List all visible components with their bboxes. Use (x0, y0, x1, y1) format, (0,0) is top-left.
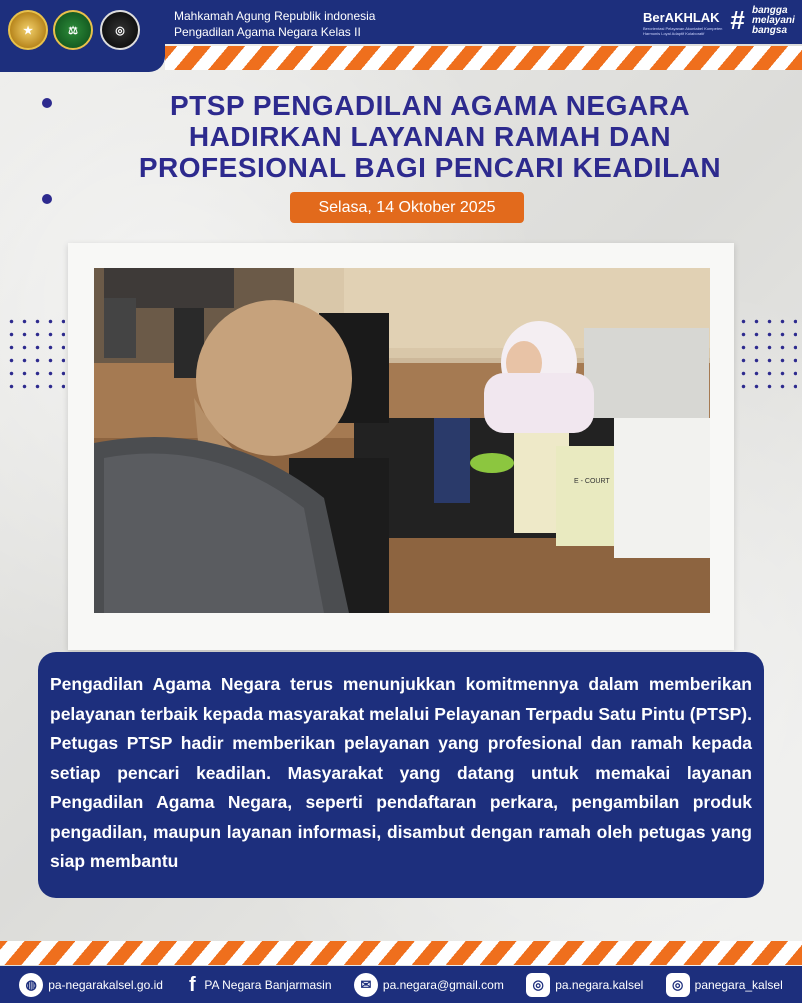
headline-line1: PTSP PENGADILAN AGAMA NEGARA (169, 90, 691, 121)
mahkamah-agung-logo-icon: ★ (8, 10, 48, 50)
berakhlak-subtitle: Berorientasi Pelayanan Akuntabel Kompeten Harmonis Loyal Adaptif Kolaboratif (643, 26, 723, 36)
institution-line2: Pengadilan Agama Negara Kelas II (174, 25, 361, 39)
headline-line2: HADIRKAN LAYANAN RAMAH DAN (188, 121, 672, 152)
hashtag-line3: bangsa (752, 25, 788, 36)
instagram-icon: ◎ (526, 973, 550, 997)
bottom-stripe-divider (0, 941, 802, 965)
photo-illustration (94, 268, 710, 613)
footer-contacts (0, 970, 802, 1000)
footer-instagram2-text: panegara_kalsel (694, 978, 783, 992)
footer-instagram-2[interactable] (666, 973, 783, 997)
headline (70, 90, 790, 183)
decorative-dot (42, 98, 52, 108)
top-stripe-divider (165, 46, 802, 70)
hashtag-line2: melayani (752, 15, 795, 26)
date-badge: Selasa, 14 Oktober 2025 (290, 192, 524, 223)
footer-instagram-text: pa.negara.kalsel (555, 978, 644, 992)
institution-name (174, 8, 375, 40)
header-logo-tab (0, 0, 165, 72)
decorative-dot (42, 194, 52, 204)
mail-icon: ✉ (354, 973, 378, 997)
footer-facebook[interactable] (185, 973, 331, 997)
pengadilan-agama-logo-icon: ⚖ (53, 10, 93, 50)
hashtag-line1: bangga (752, 5, 788, 16)
facebook-icon: f (188, 973, 196, 996)
footer-facebook-text: PA Negara Banjarmasin (204, 978, 332, 992)
institution-line1: Mahkamah Agung Republik indonesia (174, 9, 376, 23)
globe-icon: ◍ (19, 973, 43, 997)
bangga-melayani-bangsa-logo (752, 6, 795, 36)
description-card (38, 652, 764, 898)
footer-website[interactable] (19, 973, 163, 997)
footer-email-text: pa.negara@gmail.com (382, 978, 504, 992)
zona-integritas-logo-icon: ◎ (100, 10, 140, 50)
berakhlak-logo: BerAKHLAK (643, 10, 720, 25)
instagram-icon: ◎ (666, 973, 690, 997)
footer-instagram[interactable] (526, 973, 643, 997)
description-text: Pengadilan Agama Negara terus menunjukkan komitmennya dalam memberikan pelayanan terbaik kepada masyarakat melalui Pelayanan Terpadu Satu Pintu (PTSP). Petugas PTSP hadir memberikan pelayanan yang profesional dan ramah kepada setiap pencari keadilan. Masyarakat yang datang untuk memakai layanan Pengadilan Agama Negara, seperti pendaftaran perkara, pengambilan produk pengadilan, maupun layanan informasi, disambut dengan ramah oleh petugas yang siap membantu (50, 674, 752, 871)
decorative-dot-grid (737, 315, 797, 395)
e-court-sign: E - COURT (574, 478, 610, 485)
footer-email[interactable] (354, 973, 504, 997)
decorative-dot-grid (5, 315, 65, 395)
footer-website-text: pa-negarakalsel.go.id (48, 978, 163, 992)
hashtag-icon: # (730, 5, 745, 35)
headline-line3: PROFESIONAL BAGI PENCARI KEADILAN (138, 152, 722, 183)
ptsp-service-photo (94, 268, 710, 613)
